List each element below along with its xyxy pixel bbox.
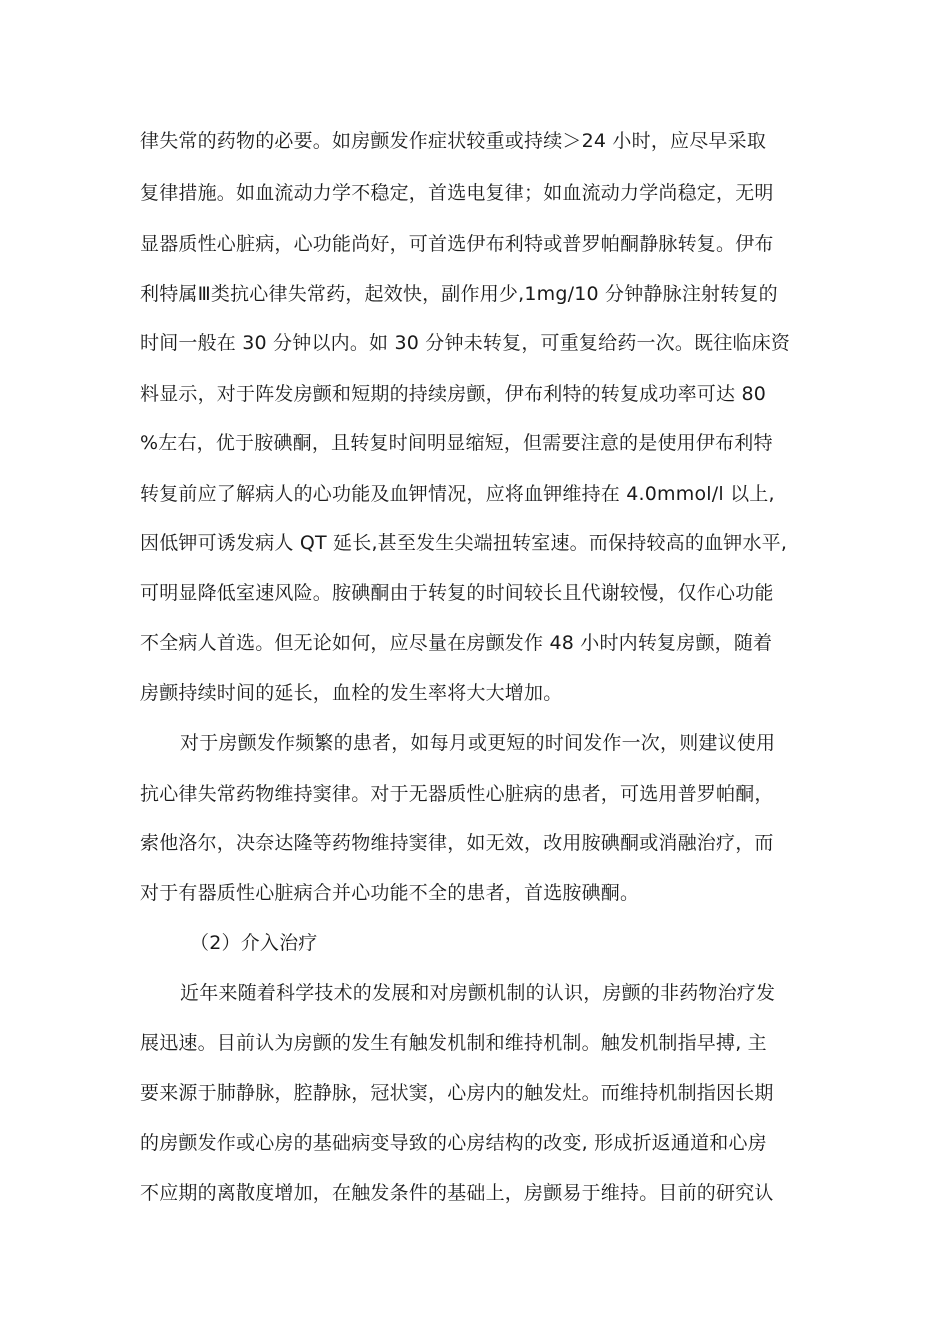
text-line: 复律措施。如血流动力学不稳定，首选电复律；如血流动力学尚稳定，无明 [140, 182, 774, 204]
text-line: 索他洛尔，决奈达隆等药物维持窦律，如无效，改用胺碘酮或消融治疗，而 [140, 832, 774, 854]
text-line: 要来源于肺静脉，腔静脉，冠状窦，心房内的触发灶。而维持机制指因长期 [140, 1082, 774, 1104]
paragraph-first-line: 近年来随着科学技术的发展和对房颤机制的认识，房颤的非药物治疗发 [180, 982, 776, 1004]
text-line: 不应期的离散度增加，在触发条件的基础上，房颤易于维持。目前的研究认 [140, 1182, 774, 1204]
text-line: %左右，优于胺碘酮，且转复时间明显缩短，但需要注意的是使用伊布利特 [140, 432, 773, 454]
text-line: 料显示，对于阵发房颤和短期的持续房颤，伊布利特的转复成功率可达 80 [140, 383, 767, 405]
section-heading: （2）介入治疗 [190, 932, 318, 954]
text-line: 对于有器质性心脏病合并心功能不全的患者，首选胺碘酮。 [140, 882, 640, 904]
text-line: 利特属Ⅲ类抗心律失常药，起效快，副作用少,1mg/10 分钟静脉注射转复的 [140, 283, 778, 305]
paragraph-first-line: 对于房颤发作频繁的患者，如每月或更短的时间发作一次，则建议使用 [180, 732, 776, 754]
text-line: 展迅速。目前认为房颤的发生有触发机制和维持机制。触发机制指早搏, 主 [140, 1032, 767, 1054]
text-line: 显器质性心脏病，心功能尚好，可首选伊布利特或普罗帕酮静脉转复。伊布 [140, 233, 774, 255]
text-line: 律失常的药物的必要。如房颤发作症状较重或持续＞24 小时，应尽早采取 [140, 130, 767, 152]
text-line: 房颤持续时间的延长，血栓的发生率将大大增加。 [140, 682, 563, 704]
text-line: 不全病人首选。但无论如何，应尽量在房颤发作 48 小时内转复房颤，随着 [140, 632, 773, 654]
text-line: 因低钾可诱发病人 QT 延长,甚至发生尖端扭转室速。而保持较高的血钾水平, [140, 532, 788, 554]
text-line: 抗心律失常药物维持窦律。对于无器质性心脏病的患者，可选用普罗帕酮， [140, 783, 774, 805]
text-line: 转复前应了解病人的心功能及血钾情况，应将血钾维持在 4.0mmol/l 以上, [140, 483, 775, 505]
text-line: 时间一般在 30 分钟以内。如 30 分钟未转复，可重复给药一次。既往临床资 [140, 332, 791, 354]
text-line: 的房颤发作或心房的基础病变导致的心房结构的改变, 形成折返通道和心房 [140, 1132, 767, 1154]
text-line: 可明显降低室速风险。胺碘酮由于转复的时间较长且代谢较慢，仅作心功能 [140, 582, 774, 604]
